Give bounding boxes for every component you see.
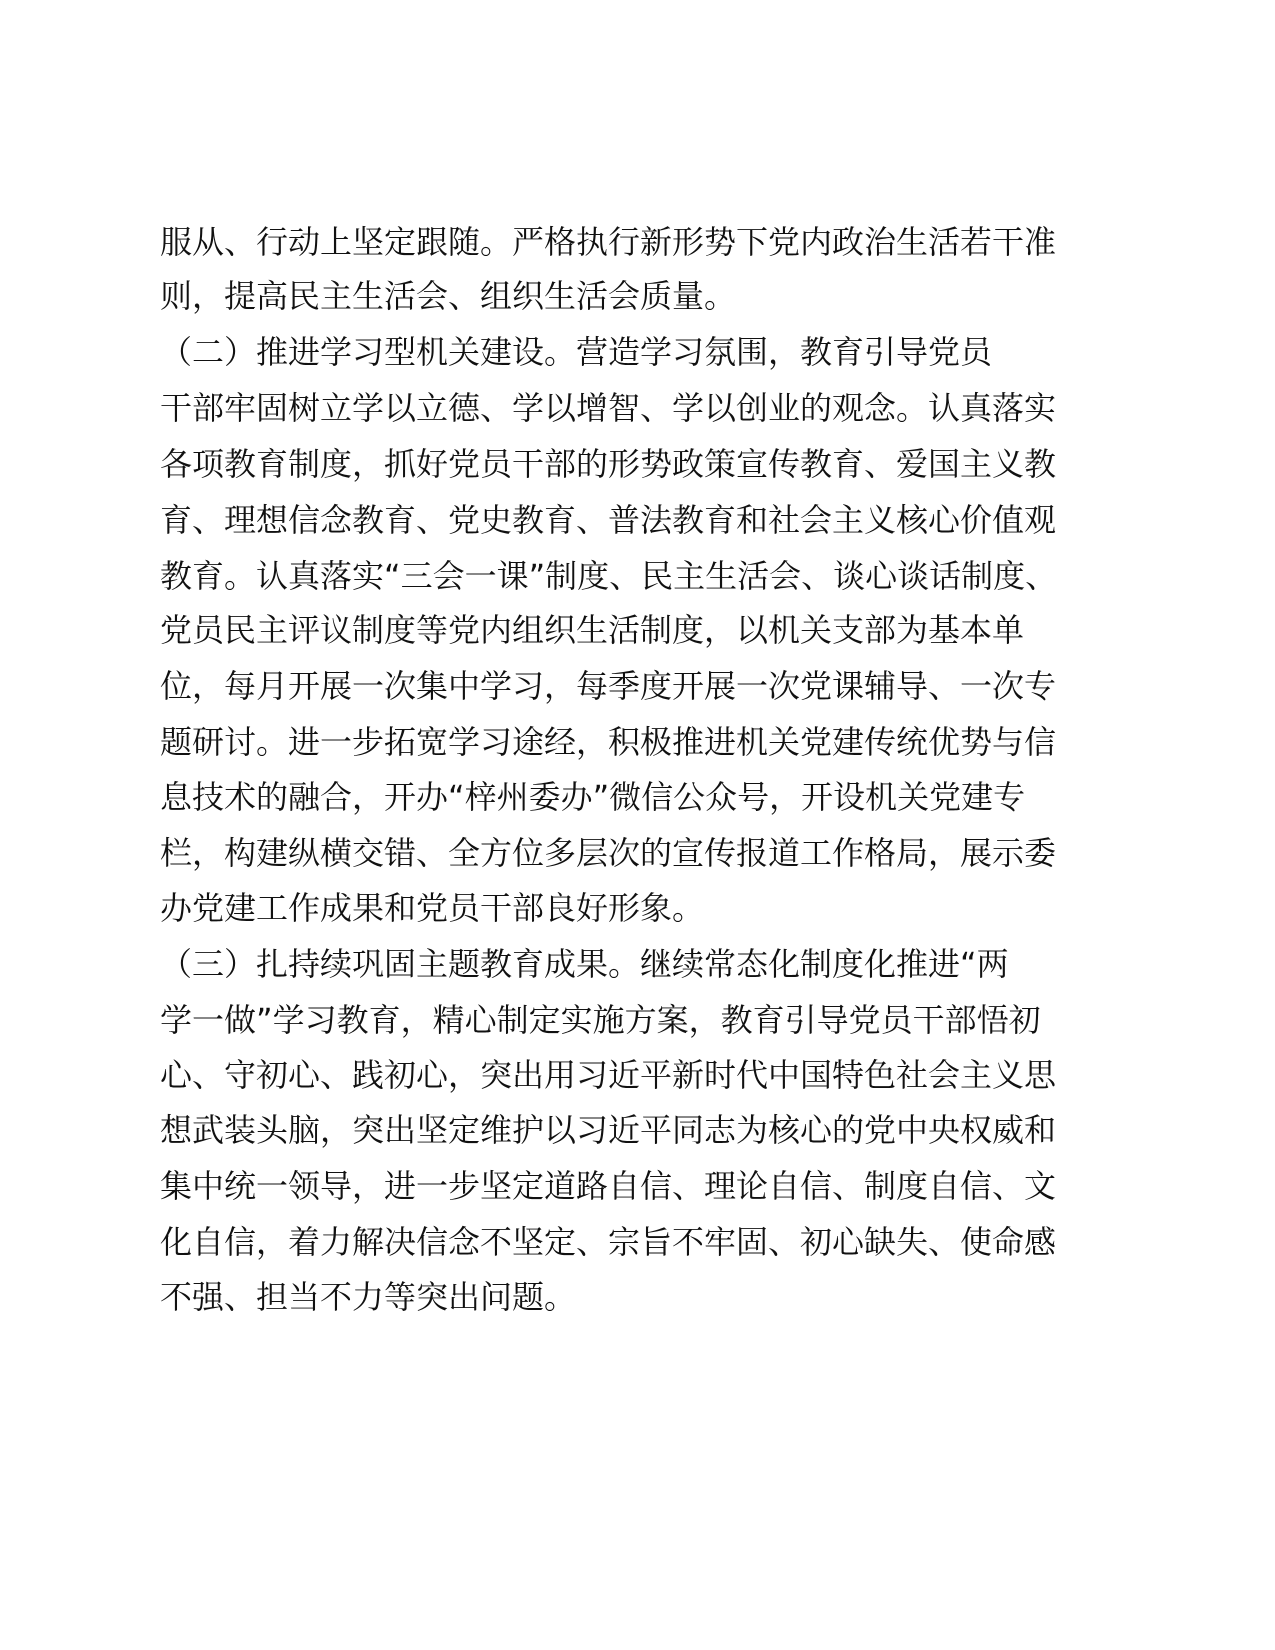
body-line: 位，每月开展一次集中学习，每季度开展一次党课辅导、一次专 [160, 667, 1057, 705]
paragraph-heading-line: （三）扎持续巩固主题教育成果。继续常态化制度化推进“两 [160, 945, 1009, 983]
body-line: 教育。认真落实“三会一课”制度、民主生活会、谈心谈话制度、 [160, 557, 1058, 595]
body-line: 想武装头脑，突出坚定维护以习近平同志为核心的党中央权威和 [160, 1111, 1057, 1149]
body-line: 干部牢固树立学以立德、学以增智、学以创业的观念。认真落实 [160, 389, 1057, 427]
body-line: 集中统一领导，进一步坚定道路自信、理论自信、制度自信、文 [160, 1167, 1057, 1205]
body-line: 育、理想信念教育、党史教育、普法教育和社会主义核心价值观 [160, 501, 1057, 539]
body-line: 服从、行动上坚定跟随。严格执行新形势下党内政治生活若干准 [160, 223, 1057, 261]
body-line: 不强、担当不力等突出问题。 [160, 1278, 577, 1316]
body-line: 化自信，着力解决信念不坚定、宗旨不牢固、初心缺失、使命感 [160, 1223, 1057, 1261]
body-line: 各项教育制度，抓好党员干部的形势政策宣传教育、爱国主义教 [160, 445, 1057, 483]
paragraph-heading-line: （二）推进学习型机关建设。营造学习氛围，教育引导党员 [160, 333, 993, 371]
body-line: 学一做”学习教育，精心制定实施方案，教育引导党员干部悟初 [160, 1001, 1041, 1039]
body-line: 栏，构建纵横交错、全方位多层次的宣传报道工作格局，展示委 [160, 834, 1057, 872]
body-line: 息技术的融合，开办“梓州委办”微信公众号，开设机关党建专 [160, 778, 1026, 816]
body-line: 题研讨。进一步拓宽学习途经，积极推进机关党建传统优势与信 [160, 723, 1057, 761]
body-line: 心、守初心、践初心，突出用习近平新时代中国特色社会主义思 [160, 1056, 1057, 1094]
body-line: 则，提高民主生活会、组织生活会质量。 [160, 277, 737, 315]
body-line: 党员民主评议制度等党内组织生活制度，以机关支部为基本单 [160, 611, 1025, 649]
body-line: 办党建工作成果和党员干部良好形象。 [160, 889, 705, 927]
